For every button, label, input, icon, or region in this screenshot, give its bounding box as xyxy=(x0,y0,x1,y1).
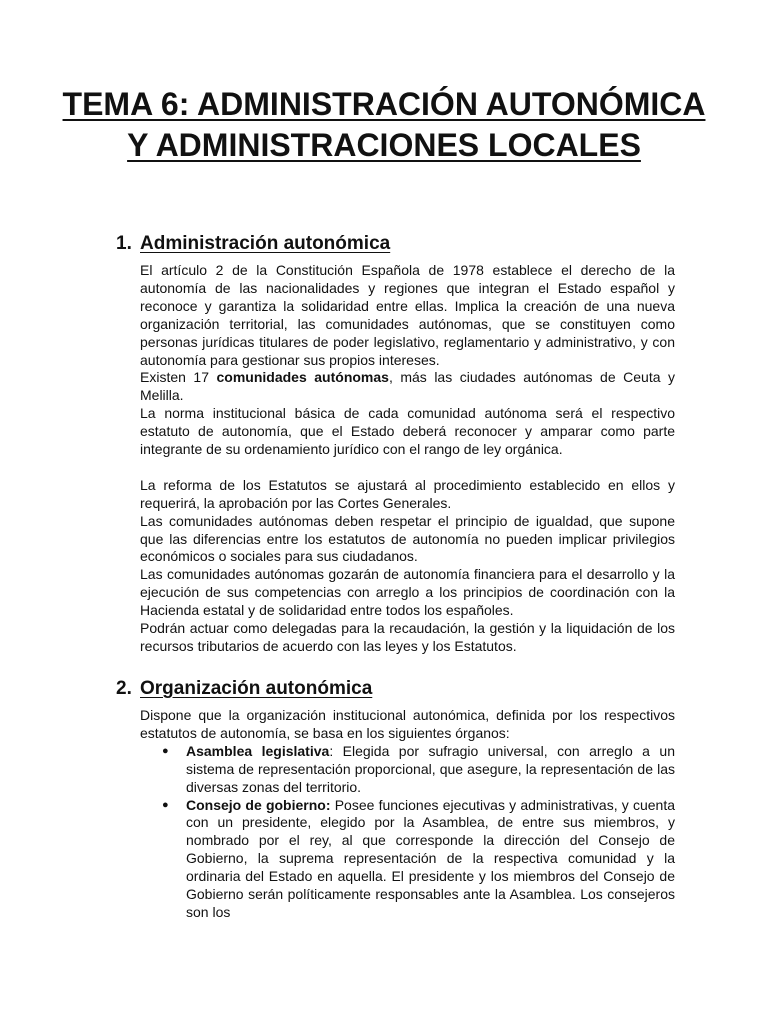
document-title xyxy=(60,84,708,166)
list-item-term: Asamblea legislativa xyxy=(186,742,330,759)
p2-text-before: Existen 17 xyxy=(140,369,217,386)
p2-text-after: , más las ciudades autónomas de Ceuta y Melilla. xyxy=(140,369,676,404)
p2-bold-term: comunidades autónomas xyxy=(216,369,389,386)
section-2-body xyxy=(140,707,675,922)
section-1-number: 1. xyxy=(116,233,132,254)
bullet-icon: ● xyxy=(162,744,169,757)
section-1-paragraph-5: Las comunidades autónomas deben respetar el principio de igualdad, que supone que las diferencias entre los estatutos de autonomía no pueden implicar privilegios económicos o sociales para sus ciudadanos. xyxy=(140,512,675,565)
list-item-text: : Elegida por sufragio universal, con arreglo a un sistema de representación proporcional, que asegure, la representación de las diversas zonas del territorio. xyxy=(186,742,675,795)
list-item-text: Posee funciones ejecutivas y administrativas, y cuenta con un presidente, elegido por la Asamblea, de entre sus miembros, y nombrado por el rey, al que corresponde la dirección del Consejo de Gobierno, la suprema representación de la respectiva comunidad y la ordinaria del Estado en aquella. El presidente y los miembros del Consejo de Gobierno serán políticamente responsables ante la Asamblea. Los consejeros son los xyxy=(186,796,676,920)
section-1-title: Administración autonómica xyxy=(140,233,391,254)
list-item-asamblea xyxy=(140,743,675,797)
section-1-paragraph-1: El artículo 2 de la Constitución Española de 1978 establece el derecho de la autonomía de las nacionalidades y regiones que integran el Estado español y reconoce y garantiza la solidaridad entre ellas. Implica la creación de una nueva organización territorial, las comunidades autónomas, que se constituyen como personas jurídicas titulares de poder legislativo, reglamentario y administrativo, y con autonomía para gestionar sus propios intereses. xyxy=(140,262,675,368)
document-title-text: TEMA 6: ADMINISTRACIÓN AUTONÓMICA Y ADMINISTRACIONES LOCALES xyxy=(62,86,706,163)
section-2-heading xyxy=(116,677,372,701)
section-2-number: 2. xyxy=(116,678,132,699)
bullet-icon: ● xyxy=(162,798,169,811)
section-2-title: Organización autonómica xyxy=(140,678,373,699)
section-1-body xyxy=(140,262,675,656)
section-1-paragraph-3: La norma institucional básica de cada comunidad autónoma será el respectivo estatuto de autonomía, que el Estado deberá reconocer y amparar como parte integrante de su ordenamiento jurídico con el rango de ley orgánica. xyxy=(140,405,675,458)
section-1-paragraph-2 xyxy=(140,369,675,405)
organs-list xyxy=(140,743,675,922)
section-1-heading xyxy=(116,232,390,256)
section-1-paragraph-6: Las comunidades autónomas gozarán de autonomía financiera para el desarrollo y la ejecución de sus competencias con arreglo a los principios de coordinación con la Hacienda estatal y de solidaridad entre todos los españoles. xyxy=(140,566,675,619)
list-item-term: Consejo de gobierno: xyxy=(186,796,331,813)
list-item-consejo xyxy=(140,797,675,922)
section-1-paragraph-4: La reforma de los Estatutos se ajustará al procedimiento establecido en ellos y requerirá, la aprobación por las Cortes Generales. xyxy=(140,476,675,511)
section-1-paragraph-7: Podrán actuar como delegadas para la recaudación, la gestión y la liquidación de los recursos tributarios de acuerdo con las leyes y los Estatutos. xyxy=(140,620,675,655)
section-2-intro: Dispone que la organización institucional autonómica, definida por los respectivos estatutos de autonomía, se basa en los siguientes órganos: xyxy=(140,707,675,741)
